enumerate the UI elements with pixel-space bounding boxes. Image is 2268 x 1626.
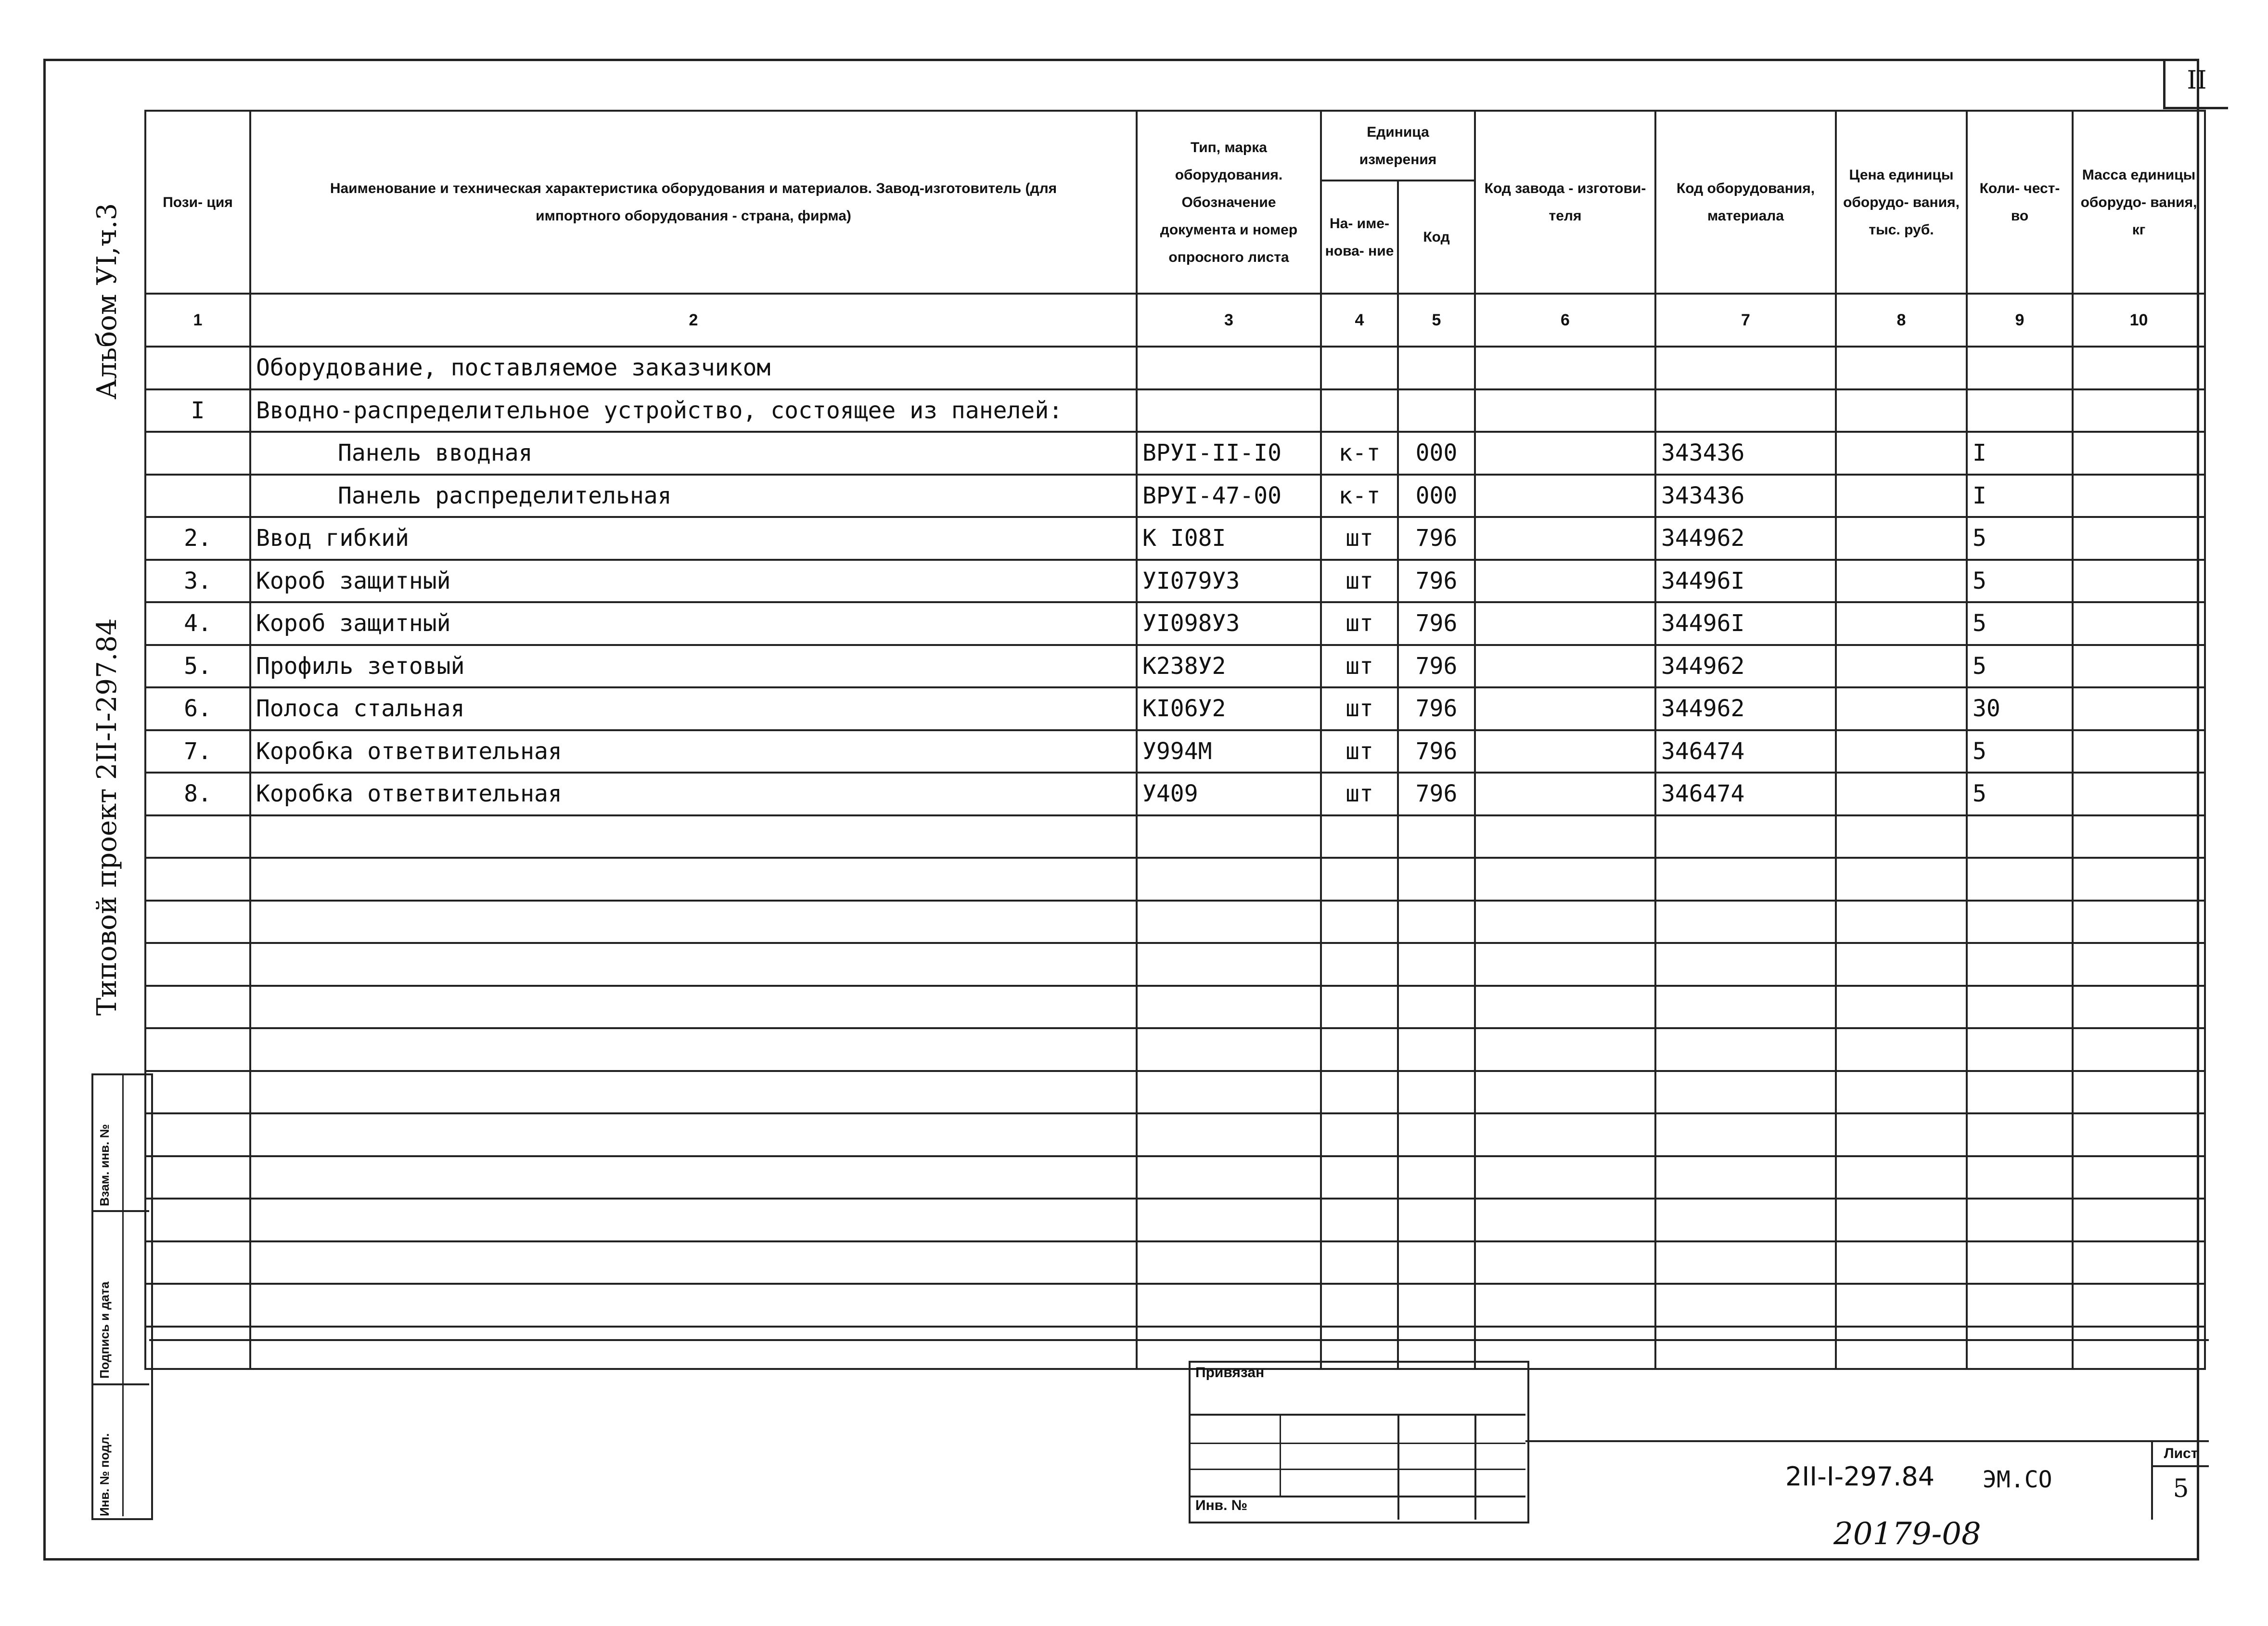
column-number: 2: [250, 294, 1137, 347]
cell-unit-name: шт: [1321, 687, 1398, 730]
header-price: Цена единицы оборудо- вания, тыс. руб.: [1836, 111, 1967, 294]
empty-cell: [1836, 858, 1967, 901]
empty-cell: [1321, 986, 1398, 1029]
designation-block: [1525, 1440, 2209, 1522]
cell-position: 6.: [145, 687, 250, 730]
table-row: [145, 432, 2205, 475]
empty-cell: [250, 901, 1137, 943]
cell-unit-code: 796: [1398, 773, 1475, 815]
cell-price: [1836, 687, 1967, 730]
cell-position: 8.: [145, 773, 250, 815]
cell-quantity: 5: [1967, 560, 2073, 603]
empty-cell: [1655, 1241, 1836, 1284]
cell-name: Полоса стальная: [250, 687, 1137, 730]
empty-cell: [145, 815, 250, 858]
empty-cell: [1137, 901, 1321, 943]
cell-factory-code: [1475, 347, 1655, 389]
cell-unit-name: шт: [1321, 517, 1398, 560]
cell-type: УI079У3: [1137, 560, 1321, 603]
empty-table-row: [145, 986, 2205, 1029]
empty-cell: [145, 858, 250, 901]
empty-cell: [145, 1113, 250, 1156]
document-code: ЭМ.СО: [1983, 1466, 2052, 1493]
empty-cell: [1836, 943, 1967, 986]
empty-cell: [1475, 986, 1655, 1029]
cell-price: [1836, 389, 1967, 432]
empty-cell: [1137, 1284, 1321, 1327]
cell-mass: [2073, 687, 2205, 730]
empty-cell: [2073, 1199, 2205, 1241]
cell-equipment-code: 344962: [1655, 517, 1836, 560]
cell-factory-code: [1475, 602, 1655, 645]
empty-cell: [1321, 1199, 1398, 1241]
empty-cell: [1836, 901, 1967, 943]
cell-quantity: 30: [1967, 687, 2073, 730]
empty-cell: [1475, 943, 1655, 986]
cell-unit-code: 796: [1398, 517, 1475, 560]
empty-table-row: [145, 1113, 2205, 1156]
sheet-number: 5: [2173, 1474, 2189, 1503]
empty-cell: [1655, 1156, 1836, 1199]
cell-type: ВРУI-II-I0: [1137, 432, 1321, 475]
empty-cell: [1655, 858, 1836, 901]
cell-quantity: I: [1967, 475, 2073, 517]
cell-quantity: 5: [1967, 602, 2073, 645]
header-unit-group: Единица измерения: [1321, 111, 1475, 181]
empty-cell: [2073, 943, 2205, 986]
cell-factory-code: [1475, 730, 1655, 773]
empty-cell: [1967, 1113, 2073, 1156]
empty-cell: [1836, 1113, 1967, 1156]
empty-cell: [1398, 1028, 1475, 1071]
empty-table-row: [145, 858, 2205, 901]
table-row: [145, 645, 2205, 688]
sheet-label: Лист: [2153, 1442, 2209, 1467]
empty-cell: [1398, 1199, 1475, 1241]
empty-cell: [1836, 1284, 1967, 1327]
empty-cell: [1475, 1113, 1655, 1156]
empty-cell: [1398, 1156, 1475, 1199]
cell-name: Оборудование, поставляемое заказчиком: [250, 347, 1137, 389]
empty-cell: [1321, 1241, 1398, 1284]
cell-equipment-code: 343436: [1655, 475, 1836, 517]
column-number: 3: [1137, 294, 1321, 347]
empty-cell: [1836, 1028, 1967, 1071]
empty-cell: [145, 986, 250, 1029]
cell-unit-name: к-т: [1321, 475, 1398, 517]
empty-cell: [1967, 901, 2073, 943]
empty-cell: [1655, 1113, 1836, 1156]
empty-cell: [250, 815, 1137, 858]
cell-name: Вводно-распределительное устройство, состоящее из панелей:: [250, 389, 1137, 432]
empty-cell: [1398, 1241, 1475, 1284]
cell-price: [1836, 730, 1967, 773]
specification-table: [144, 110, 2206, 1370]
table-row: [145, 560, 2205, 603]
empty-cell: [1398, 815, 1475, 858]
cell-quantity: 5: [1967, 517, 2073, 560]
column-number: 10: [2073, 294, 2205, 347]
empty-cell: [1137, 1199, 1321, 1241]
cell-position: [145, 347, 250, 389]
empty-cell: [1655, 986, 1836, 1029]
header-unit-code: Код: [1398, 181, 1475, 294]
sheet-box: [2151, 1442, 2209, 1520]
empty-cell: [1655, 943, 1836, 986]
stamp-label-replaced-inv: Взам. инв. №: [97, 1124, 112, 1206]
empty-cell: [2073, 1241, 2205, 1284]
cell-mass: [2073, 475, 2205, 517]
table-row: [145, 687, 2205, 730]
empty-cell: [1967, 815, 2073, 858]
empty-cell: [1321, 1156, 1398, 1199]
cell-mass: [2073, 602, 2205, 645]
empty-table-row: [145, 815, 2205, 858]
cell-factory-code: [1475, 432, 1655, 475]
cell-price: [1836, 517, 1967, 560]
header-factory-code: Код завода - изготови- теля: [1475, 111, 1655, 294]
empty-cell: [1836, 986, 1967, 1029]
binding-stamp-label: Привязан: [1195, 1365, 1265, 1381]
empty-cell: [1321, 1284, 1398, 1327]
empty-cell: [1321, 1113, 1398, 1156]
cell-name: Коробка ответвительная: [250, 773, 1137, 815]
cell-price: [1836, 602, 1967, 645]
empty-cell: [1137, 1113, 1321, 1156]
empty-cell: [1398, 1071, 1475, 1114]
table-row: [145, 773, 2205, 815]
header-quantity: Коли- чест- во: [1967, 111, 2073, 294]
table-row: [145, 347, 2205, 389]
cell-price: [1836, 560, 1967, 603]
empty-cell: [1475, 1284, 1655, 1327]
cell-position: 5.: [145, 645, 250, 688]
corner-number: II: [2187, 66, 2207, 95]
inventory-number-label: Инв. №: [1195, 1497, 1248, 1513]
cell-unit-name: шт: [1321, 730, 1398, 773]
cell-name: Коробка ответвительная: [250, 730, 1137, 773]
empty-cell: [1836, 1241, 1967, 1284]
empty-cell: [1137, 986, 1321, 1029]
cell-unit-name: шт: [1321, 645, 1398, 688]
empty-cell: [1475, 1156, 1655, 1199]
cell-price: [1836, 475, 1967, 517]
empty-cell: [145, 1028, 250, 1071]
empty-cell: [250, 858, 1137, 901]
column-number: 4: [1321, 294, 1398, 347]
cell-factory-code: [1475, 560, 1655, 603]
empty-cell: [250, 1113, 1137, 1156]
empty-cell: [1836, 1071, 1967, 1114]
cell-name: Панель вводная: [250, 432, 1137, 475]
empty-cell: [1655, 901, 1836, 943]
empty-cell: [145, 1071, 250, 1114]
table-row: [145, 602, 2205, 645]
empty-cell: [250, 943, 1137, 986]
table-row: [145, 389, 2205, 432]
empty-cell: [250, 1071, 1137, 1114]
empty-cell: [1475, 901, 1655, 943]
cell-position: 7.: [145, 730, 250, 773]
empty-cell: [1398, 986, 1475, 1029]
cell-equipment-code: 346474: [1655, 730, 1836, 773]
empty-cell: [1398, 1284, 1475, 1327]
empty-cell: [1967, 986, 2073, 1029]
cell-mass: [2073, 773, 2205, 815]
cell-equipment-code: 343436: [1655, 432, 1836, 475]
empty-cell: [1137, 1241, 1321, 1284]
empty-table-row: [145, 901, 2205, 943]
cell-unit-name: шт: [1321, 602, 1398, 645]
empty-cell: [145, 1156, 250, 1199]
column-number: 6: [1475, 294, 1655, 347]
empty-cell: [1137, 943, 1321, 986]
empty-cell: [2073, 901, 2205, 943]
cell-position: 3.: [145, 560, 250, 603]
cell-type: УI098У3: [1137, 602, 1321, 645]
cell-unit-name: [1321, 347, 1398, 389]
empty-cell: [2073, 986, 2205, 1029]
empty-cell: [1137, 858, 1321, 901]
table-row: [145, 730, 2205, 773]
empty-table-row: [145, 1284, 2205, 1327]
cell-equipment-code: 34496I: [1655, 602, 1836, 645]
cell-quantity: [1967, 347, 2073, 389]
cell-price: [1836, 432, 1967, 475]
header-type: Тип, марка оборудования. Обозначение документа и номер опросного листа: [1137, 111, 1321, 294]
empty-cell: [1655, 1071, 1836, 1114]
cell-unit-code: 796: [1398, 645, 1475, 688]
specification-body: [145, 347, 2205, 1369]
empty-cell: [1967, 1199, 2073, 1241]
empty-cell: [1398, 1113, 1475, 1156]
cell-unit-code: 000: [1398, 432, 1475, 475]
cell-mass: [2073, 560, 2205, 603]
header-equipment-code: Код оборудования, материала: [1655, 111, 1836, 294]
cell-type: [1137, 389, 1321, 432]
empty-cell: [1321, 1071, 1398, 1114]
document-designation: 2II-I-297.84: [1785, 1461, 1935, 1492]
empty-table-row: [145, 1241, 2205, 1284]
cell-factory-code: [1475, 517, 1655, 560]
empty-cell: [2073, 858, 2205, 901]
empty-table-row: [145, 1199, 2205, 1241]
cell-equipment-code: 344962: [1655, 645, 1836, 688]
cell-mass: [2073, 517, 2205, 560]
empty-cell: [2073, 1284, 2205, 1327]
cell-type: ВРУI-47-00: [1137, 475, 1321, 517]
cell-type: У409: [1137, 773, 1321, 815]
empty-cell: [1137, 1028, 1321, 1071]
cell-type: КI06У2: [1137, 687, 1321, 730]
cell-factory-code: [1475, 773, 1655, 815]
empty-cell: [1475, 1071, 1655, 1114]
empty-cell: [1321, 901, 1398, 943]
cell-unit-code: [1398, 389, 1475, 432]
empty-cell: [1398, 943, 1475, 986]
cell-position: 2.: [145, 517, 250, 560]
cell-name: Короб защитный: [250, 602, 1137, 645]
empty-cell: [250, 986, 1137, 1029]
empty-cell: [1398, 901, 1475, 943]
empty-table-row: [145, 1156, 2205, 1199]
album-label: Альбом УI,ч.3: [91, 203, 123, 400]
cell-unit-code: [1398, 347, 1475, 389]
empty-cell: [2073, 1071, 2205, 1114]
cell-equipment-code: 34496I: [1655, 560, 1836, 603]
registration-number: 20179-08: [1833, 1516, 1981, 1552]
empty-cell: [1967, 1156, 2073, 1199]
header-row-1: [145, 111, 2205, 181]
cell-unit-code: 796: [1398, 687, 1475, 730]
empty-cell: [1967, 858, 2073, 901]
cell-name: Ввод гибкий: [250, 517, 1137, 560]
table-row: [145, 475, 2205, 517]
cell-unit-name: к-т: [1321, 432, 1398, 475]
cell-quantity: 5: [1967, 730, 2073, 773]
cell-unit-code: 796: [1398, 602, 1475, 645]
empty-cell: [145, 901, 250, 943]
cell-type: [1137, 347, 1321, 389]
empty-cell: [250, 1156, 1137, 1199]
cell-position: [145, 432, 250, 475]
empty-cell: [1475, 1241, 1655, 1284]
empty-cell: [2073, 815, 2205, 858]
cell-name: Панель распределительная: [250, 475, 1137, 517]
cell-equipment-code: [1655, 389, 1836, 432]
empty-cell: [1836, 1199, 1967, 1241]
cell-type: К238У2: [1137, 645, 1321, 688]
empty-cell: [2073, 1113, 2205, 1156]
empty-cell: [1967, 943, 2073, 986]
cell-equipment-code: [1655, 347, 1836, 389]
empty-cell: [1967, 1071, 2073, 1114]
cell-position: 4.: [145, 602, 250, 645]
cell-quantity: 5: [1967, 773, 2073, 815]
stamp-label-inv-original: Инв. № подл.: [97, 1433, 112, 1516]
empty-cell: [1655, 1028, 1836, 1071]
empty-cell: [1137, 815, 1321, 858]
header-name: Наименование и техническая характеристика оборудования и материалов. Завод-изготовитель (для импортного оборудования - страна, фирма): [250, 111, 1137, 294]
empty-cell: [250, 1028, 1137, 1071]
empty-cell: [145, 1241, 250, 1284]
empty-cell: [1655, 1199, 1836, 1241]
cell-mass: [2073, 645, 2205, 688]
empty-cell: [1475, 1028, 1655, 1071]
cell-factory-code: [1475, 389, 1655, 432]
cell-type: К I08I: [1137, 517, 1321, 560]
cell-quantity: I: [1967, 432, 2073, 475]
cell-mass: [2073, 432, 2205, 475]
empty-cell: [250, 1199, 1137, 1241]
column-number: 5: [1398, 294, 1475, 347]
column-number: 1: [145, 294, 250, 347]
cell-mass: [2073, 730, 2205, 773]
empty-cell: [145, 1199, 250, 1241]
column-number: 7: [1655, 294, 1836, 347]
cell-price: [1836, 645, 1967, 688]
cell-quantity: 5: [1967, 645, 2073, 688]
empty-cell: [1137, 1156, 1321, 1199]
empty-cell: [1655, 815, 1836, 858]
empty-table-row: [145, 943, 2205, 986]
stamp-label-signature-date: Подпись и дата: [97, 1281, 112, 1379]
cell-unit-code: 796: [1398, 730, 1475, 773]
cell-name: Профиль зетовый: [250, 645, 1137, 688]
empty-table-row: [145, 1028, 2205, 1071]
header-mass: Масса единицы оборудо- вания, кг: [2073, 111, 2205, 294]
cell-equipment-code: 344962: [1655, 687, 1836, 730]
cell-unit-code: 000: [1398, 475, 1475, 517]
cell-unit-name: [1321, 389, 1398, 432]
cell-factory-code: [1475, 687, 1655, 730]
cell-factory-code: [1475, 475, 1655, 517]
cell-position: I: [145, 389, 250, 432]
empty-cell: [1398, 858, 1475, 901]
empty-cell: [1967, 1241, 2073, 1284]
empty-cell: [145, 943, 250, 986]
empty-cell: [1321, 943, 1398, 986]
binding-stamp: [1189, 1361, 1529, 1523]
cell-price: [1836, 347, 1967, 389]
cell-unit-name: шт: [1321, 773, 1398, 815]
empty-cell: [1967, 1284, 2073, 1327]
empty-cell: [1967, 1028, 2073, 1071]
cell-type: У994М: [1137, 730, 1321, 773]
cell-equipment-code: 346474: [1655, 773, 1836, 815]
empty-cell: [1321, 815, 1398, 858]
empty-cell: [1137, 1071, 1321, 1114]
header-unit-name: На- име- нова- ние: [1321, 181, 1398, 294]
cell-price: [1836, 773, 1967, 815]
inventory-stamp-column: [91, 1073, 153, 1520]
table-row: [145, 517, 2205, 560]
empty-cell: [1836, 1156, 1967, 1199]
empty-cell: [250, 1241, 1137, 1284]
cell-position: [145, 475, 250, 517]
cell-unit-name: шт: [1321, 560, 1398, 603]
empty-cell: [1836, 815, 1967, 858]
cell-name: Короб защитный: [250, 560, 1137, 603]
empty-cell: [250, 1284, 1137, 1327]
cell-unit-code: 796: [1398, 560, 1475, 603]
header-position: Пози- ция: [145, 111, 250, 294]
corner-number-box: [2163, 59, 2228, 109]
cell-mass: [2073, 347, 2205, 389]
empty-cell: [1655, 1284, 1836, 1327]
empty-cell: [2073, 1156, 2205, 1199]
cell-mass: [2073, 389, 2205, 432]
project-label: Типовой проект 2II-I-297.84: [91, 618, 123, 1016]
empty-cell: [2073, 1028, 2205, 1071]
empty-cell: [1475, 858, 1655, 901]
empty-cell: [145, 1284, 250, 1327]
empty-cell: [1475, 815, 1655, 858]
empty-cell: [1321, 1028, 1398, 1071]
cell-quantity: [1967, 389, 2073, 432]
column-number-row: [145, 294, 2205, 347]
cell-factory-code: [1475, 645, 1655, 688]
column-number: 9: [1967, 294, 2073, 347]
empty-table-row: [145, 1071, 2205, 1114]
empty-cell: [1321, 858, 1398, 901]
empty-cell: [1475, 1199, 1655, 1241]
column-number: 8: [1836, 294, 1967, 347]
